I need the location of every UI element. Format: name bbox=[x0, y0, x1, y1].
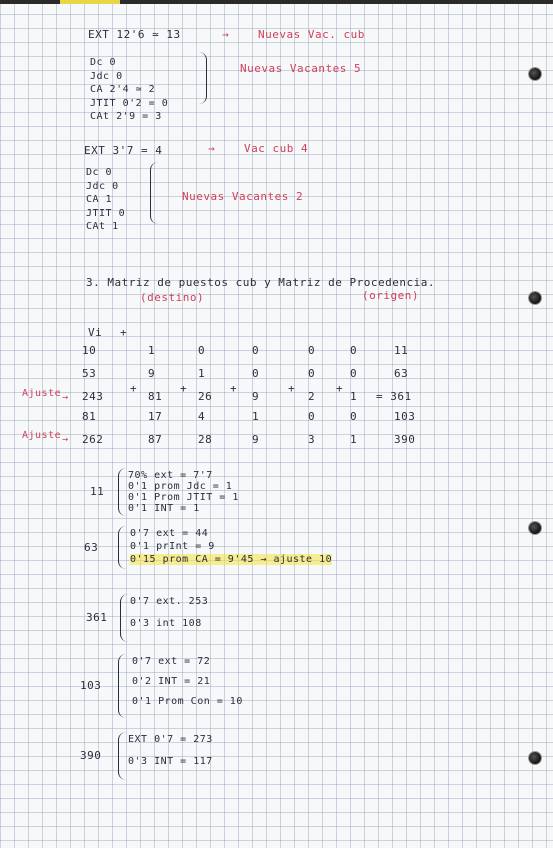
matrix-row-total: = 361 bbox=[376, 390, 412, 403]
note-brace bbox=[118, 526, 127, 569]
matrix-row-total: 103 bbox=[394, 410, 416, 423]
note-key: 390 bbox=[80, 749, 102, 762]
block1-row: JTIT 0'2 = 0 bbox=[90, 97, 169, 109]
block1-arrow: → bbox=[222, 28, 230, 41]
matrix-cell: 0 bbox=[308, 367, 316, 380]
matrix-plus-sign: + bbox=[180, 382, 188, 395]
matrix-cell: 0 bbox=[198, 344, 206, 357]
note-line: 70% ext = 7'7 bbox=[128, 470, 213, 481]
matrix-cell: 1 bbox=[148, 344, 156, 357]
block2-row: Jdc 0 bbox=[86, 180, 119, 192]
binder-hole bbox=[529, 522, 541, 534]
block1-row: Jdc 0 bbox=[90, 70, 123, 82]
matrix-cell: 0 bbox=[252, 344, 260, 357]
matrix-cell: 26 bbox=[198, 390, 213, 403]
block1-arrow-note: Nuevas Vac. cub bbox=[258, 28, 365, 41]
binder-hole bbox=[529, 68, 541, 80]
block1-rows bbox=[90, 56, 168, 124]
section3-dest-note: (destino) bbox=[140, 291, 205, 304]
matrix-plus-sign: + bbox=[230, 382, 238, 395]
note-key: 361 bbox=[86, 611, 108, 624]
matrix-cell: 81 bbox=[148, 390, 163, 403]
page-top-edge bbox=[0, 0, 553, 4]
note-line: 0'7 ext = 44 bbox=[130, 528, 209, 539]
matrix-cell: 87 bbox=[148, 433, 163, 446]
matrix-cell: 0 bbox=[252, 367, 260, 380]
note-line: 0'1 Prom JTIT = 1 bbox=[128, 492, 239, 503]
block2-arrow: → bbox=[208, 142, 216, 155]
matrix-plus-sign: + bbox=[288, 382, 296, 395]
note-line: 0'3 INT = 117 bbox=[128, 756, 213, 767]
matrix-row-label: 262 bbox=[82, 433, 104, 446]
block2-arrow-note: Vac cub 4 bbox=[244, 142, 309, 155]
note-key: 63 bbox=[84, 540, 99, 554]
matrix-row-label: 81 bbox=[82, 410, 97, 423]
matrix-cell: 9 bbox=[252, 390, 260, 403]
matrix-cell: 0 bbox=[308, 344, 316, 357]
note-line: 0'1 prInt = 9 bbox=[130, 541, 215, 552]
block1-row: CAt 2'9 = 3 bbox=[90, 111, 162, 122]
block1-brace bbox=[196, 52, 207, 104]
section3-orig-note: (origen) bbox=[362, 289, 419, 302]
section3-title: 3. Matriz de puestos cub y Matriz de Procedencia. bbox=[86, 276, 436, 289]
matrix-head-plus: + bbox=[120, 326, 128, 339]
matrix-cell: 4 bbox=[198, 410, 206, 423]
binder-hole bbox=[529, 752, 541, 764]
ajuste-arrow: → bbox=[62, 392, 69, 403]
binder-hole bbox=[529, 292, 541, 304]
matrix-row-total: 63 bbox=[394, 367, 409, 380]
matrix-head-vi: Vi bbox=[88, 326, 103, 339]
matrix-cell: 17 bbox=[148, 410, 163, 423]
block2-row: CA 1 bbox=[86, 194, 113, 205]
matrix-cell: 28 bbox=[198, 433, 213, 446]
note-line: 0'3 int 108 bbox=[130, 618, 202, 629]
note-brace bbox=[118, 468, 127, 516]
matrix-row-label: 243 bbox=[82, 390, 104, 403]
note-brace bbox=[120, 594, 129, 642]
matrix-cell: 0 bbox=[350, 367, 358, 380]
note-line: 0'1 Prom Con = 10 bbox=[132, 696, 243, 707]
ajuste-label: Ajuste bbox=[22, 388, 62, 399]
matrix-cell: 3 bbox=[308, 433, 316, 446]
matrix-cell: 0 bbox=[350, 410, 358, 423]
matrix-row-label: 10 bbox=[82, 344, 97, 357]
note-line: 0'15 prom CA = 9'45 → ajuste 10 bbox=[130, 554, 333, 565]
matrix-plus-sign: + bbox=[336, 382, 344, 395]
block2-rows bbox=[86, 166, 125, 234]
matrix-row-total: 11 bbox=[394, 344, 409, 357]
block1-row: Dc 0 bbox=[90, 57, 117, 68]
block2-brace bbox=[150, 162, 159, 224]
matrix-cell: 9 bbox=[252, 433, 260, 446]
note-line: 0'7 ext. 253 bbox=[130, 596, 209, 607]
ajuste-label: Ajuste bbox=[22, 430, 62, 441]
matrix-cell: 2 bbox=[308, 390, 316, 403]
matrix-cell: 0 bbox=[350, 344, 358, 357]
note-line: 0'2 INT = 21 bbox=[132, 676, 211, 687]
matrix-row-total: 390 bbox=[394, 433, 416, 446]
block2-row: Dc 0 bbox=[86, 167, 113, 178]
note-brace bbox=[118, 732, 127, 780]
note-line: 0'1 INT = 1 bbox=[128, 503, 200, 514]
block1-brace-note: Nuevas Vacantes 5 bbox=[240, 62, 362, 75]
block1-row: CA 2'4 ≃ 2 bbox=[90, 84, 156, 95]
block2-ext-line: EXT 3'7 = 4 bbox=[84, 144, 163, 157]
block2-brace-note: Nuevas Vacantes 2 bbox=[182, 190, 304, 203]
matrix-row-label: 53 bbox=[82, 367, 97, 380]
matrix-cell: 1 bbox=[350, 433, 358, 446]
block2-row: JTIT 0 bbox=[86, 207, 126, 219]
matrix-cell: 0 bbox=[308, 410, 316, 423]
tape-strip bbox=[60, 0, 120, 4]
ajuste-arrow: → bbox=[62, 434, 69, 445]
note-line: 0'7 ext = 72 bbox=[132, 656, 211, 667]
note-brace bbox=[118, 654, 127, 718]
matrix-cell: 1 bbox=[252, 410, 260, 423]
matrix-plus-sign: + bbox=[130, 382, 138, 395]
matrix-cell: 1 bbox=[198, 367, 206, 380]
block2-row: CAt 1 bbox=[86, 221, 119, 232]
note-line: 0'1 prom Jdc = 1 bbox=[128, 481, 233, 492]
note-key: 103 bbox=[80, 679, 102, 692]
note-key: 11 bbox=[90, 485, 105, 498]
matrix-cell: 1 bbox=[350, 390, 358, 403]
block1-ext-line: EXT 12'6 ≃ 13 bbox=[88, 28, 181, 41]
matrix-cell: 9 bbox=[148, 367, 156, 380]
note-line: EXT 0'7 = 273 bbox=[128, 734, 213, 745]
